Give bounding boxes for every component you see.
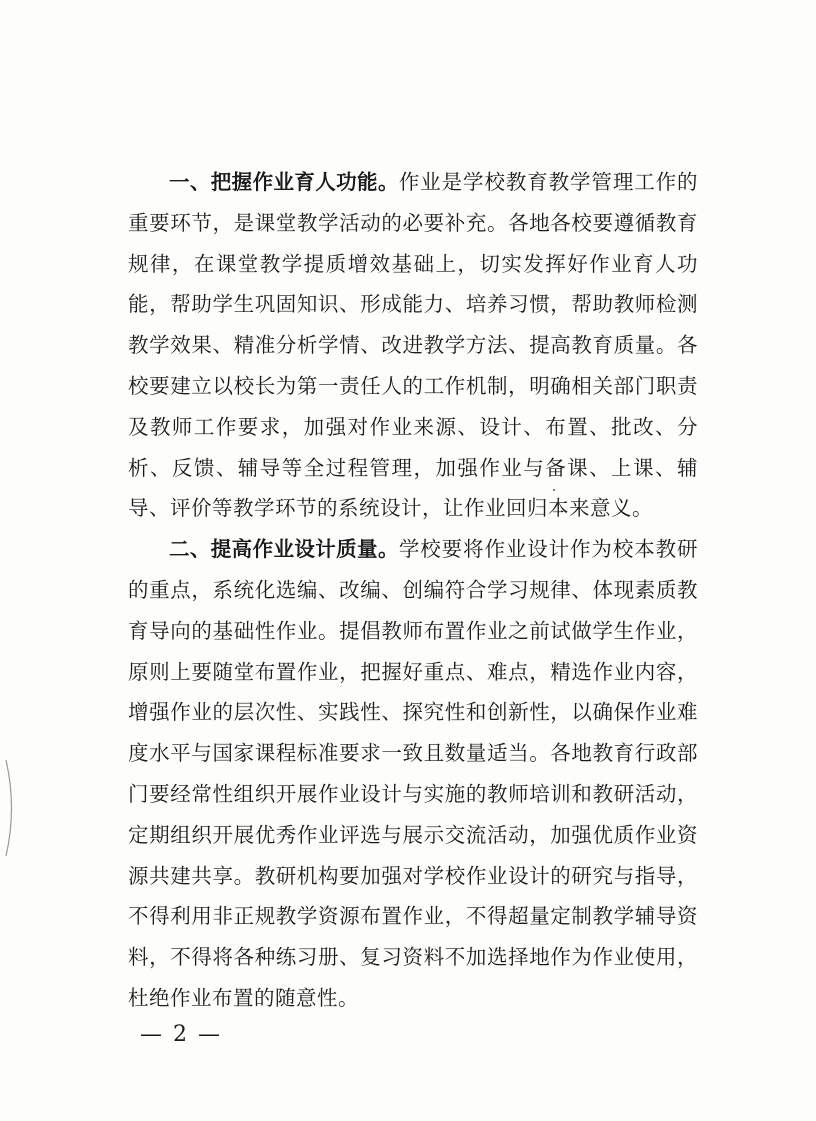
paragraph-2-text: 学校要将作业设计作为校本教研的重点，系统化选编、改编、创编符合学习规律、体现素质教育导向的基础性作业。提倡教师布置作业之前试做学生作业，原则上要随堂布置作业，把握好重点、难点，精选作业内容，增强作业的层次性、实践性、探究性和创新性，以确保作业难度水平与国家课程标准要求一致且数量适当。各地教育行政部门要经常性组织开展作业设计与实施的教师培训和教研活动，定期组织开展优秀作业评选与展示交流活动，加强优质作业资源共建共享。教研机构要加强对学校作业设计的研究与指导，不得利用非正规教学资源布置作业，不得超量定制教学辅导资料，不得将各种练习册、复习资料不加选择地作为作业使用，杜绝作业布置的随意性。 — [128, 537, 699, 1010]
paragraph-2 — [128, 529, 698, 1019]
document-body — [128, 162, 698, 1019]
paragraph-1-text: 作业是学校教育教学管理工作的重要环节，是课堂教学活动的必要补充。各地各校要遵循教育规律，在课堂教学提质增效基础上，切实发挥好作业育人功能，帮助学生巩固知识、形成能力、培养习惯，帮助教师检测教学效果、精准分析学情、改进教学方法、提高教育质量。各校要建立以校长为第一责任人的工作机制，明确相关部门职责及教师工作要求，加强对作业来源、设计、布置、批改、分析、反馈、辅导等全过程管理，加强作业与备课、上课、辅导、评价等教学环节的系统设计，让作业回归本来意义。 — [128, 170, 699, 521]
paragraph-1 — [128, 162, 698, 529]
section-heading-2: 二、提高作业设计质量。 — [169, 537, 399, 562]
section-heading-1: 一、把握作业育人功能。 — [169, 170, 399, 194]
scan-artifact-arc — [4, 758, 18, 858]
page-number: — 2 — — [140, 1022, 222, 1047]
